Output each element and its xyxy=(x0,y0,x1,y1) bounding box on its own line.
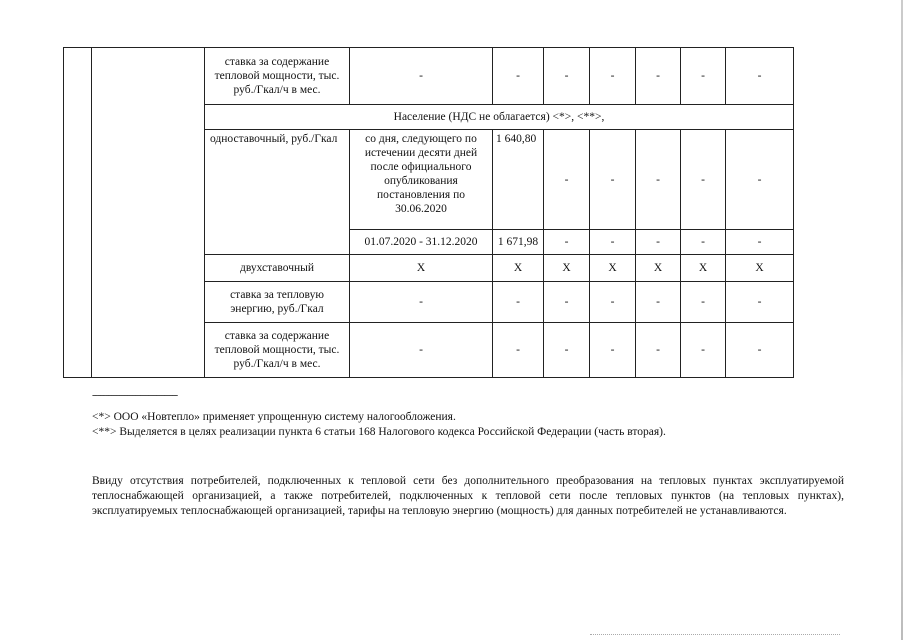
value-cell: - xyxy=(681,48,726,105)
value-cell: X xyxy=(493,255,544,282)
value-cell: - xyxy=(726,230,794,255)
footnote-simplified-tax: <*> ООО «Новтепло» применяет упрощенную систему налогообложения. xyxy=(92,411,456,423)
value-cell: - xyxy=(636,48,681,105)
value-cell: - xyxy=(493,323,544,378)
body-paragraph: Ввиду отсутствия потребителей, подключенных к тепловой сети без дополнительного преобразования на тепловых пунктах эксплуатируемой теплоснабжающей организацией, а также потребителей, подключенных к тепловой сети после тепловых пунктов (на тепловых пунктах), эксплуатируемых теплоснабжающей организацией, тарифы на тепловую энергию (мощность) для данных потребителей не устанавливаются. xyxy=(92,475,844,517)
scan-edge-artifact xyxy=(901,0,903,640)
period-cell: - xyxy=(350,282,493,323)
value-cell: - xyxy=(681,230,726,255)
period-cell: - xyxy=(350,48,493,105)
value-cell: - xyxy=(590,230,636,255)
tariff-label-cell: ставка за содержание тепловой мощности, тыс. руб./Гкал/ч в мес. xyxy=(205,323,350,378)
period-cell: X xyxy=(350,255,493,282)
value-cell: X xyxy=(636,255,681,282)
value-cell: - xyxy=(544,48,590,105)
tariff-label-cell: одноставочный, руб./Гкал xyxy=(205,130,350,255)
period-cell: 01.07.2020 - 31.12.2020 xyxy=(350,230,493,255)
value-cell: - xyxy=(544,282,590,323)
tariff-label-cell: двухставочный xyxy=(205,255,350,282)
value-cell: - xyxy=(493,282,544,323)
group-header-cell: Население (НДС не облагается) <*>, <**>, xyxy=(205,105,794,130)
org-name-cell xyxy=(92,48,205,378)
period-cell: со дня, следующего по истечении десяти дней после официального опубликования постановления по 30.06.2020 xyxy=(350,130,493,230)
org-number-cell xyxy=(64,48,92,378)
scan-noise-artifact xyxy=(590,632,840,635)
tariff-table xyxy=(63,47,794,378)
value-cell: - xyxy=(544,230,590,255)
value-cell: X xyxy=(590,255,636,282)
value-cell: X xyxy=(681,255,726,282)
value-cell: - xyxy=(636,282,681,323)
value-cell: - xyxy=(590,48,636,105)
tariff-label-cell: ставка за тепловую энергию, руб./Гкал xyxy=(205,282,350,323)
period-cell: - xyxy=(350,323,493,378)
tariff-label-cell: ставка за содержание тепловой мощности, тыс. руб./Гкал/ч в мес. xyxy=(205,48,350,105)
value-cell: - xyxy=(726,323,794,378)
footnote-vat: <**> Выделяется в целях реализации пункта 6 статьи 168 Налогового кодекса Российской Федерации (часть вторая). xyxy=(92,426,666,438)
value-cell: - xyxy=(590,282,636,323)
value-cell: X xyxy=(726,255,794,282)
value-cell: - xyxy=(544,130,590,230)
value-cell: - xyxy=(726,130,794,230)
value-cell: - xyxy=(544,323,590,378)
value-cell: - xyxy=(681,323,726,378)
value-cell: - xyxy=(590,323,636,378)
value-cell: 1 671,98 xyxy=(493,230,544,255)
value-cell: - xyxy=(726,282,794,323)
value-cell: - xyxy=(636,323,681,378)
value-cell: 1 640,80 xyxy=(493,130,544,230)
value-cell: - xyxy=(493,48,544,105)
value-cell: - xyxy=(681,282,726,323)
value-cell: - xyxy=(726,48,794,105)
value-cell: X xyxy=(544,255,590,282)
value-cell: - xyxy=(590,130,636,230)
table-row xyxy=(64,48,794,105)
value-cell: - xyxy=(636,230,681,255)
footnote-separator: -------------------------------- xyxy=(92,389,178,401)
value-cell: - xyxy=(636,130,681,230)
value-cell: - xyxy=(681,130,726,230)
